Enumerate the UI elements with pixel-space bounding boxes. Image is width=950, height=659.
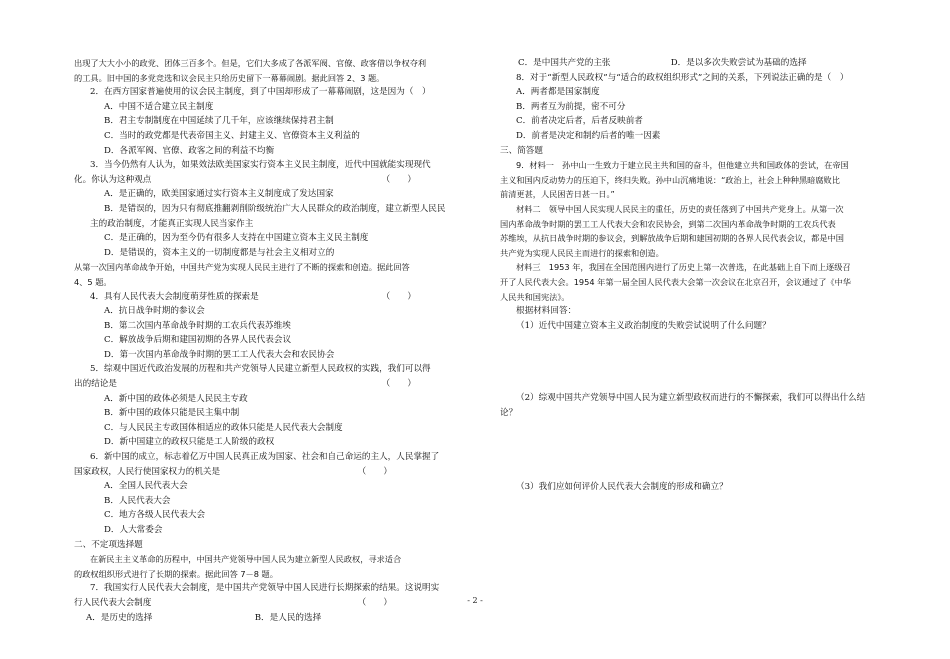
question-8-option-b: B．两者互为前提，密不可分	[516, 101, 626, 112]
question-8-stem: 8．对于“新型人民政权”与“适合的政权组织形式”之间的关系，下列说法正确的是（ ）	[516, 72, 849, 83]
sub-question-3: （3）我们应如何评价人民代表大会制度的形成和确立？	[516, 482, 728, 493]
answer-paren: （ ）	[381, 379, 416, 390]
question-5-option-a: A．新中国的政体必须是人民民主专政	[104, 393, 248, 404]
question-6-option-c: C．地方各级人民代表大会	[104, 510, 206, 521]
question-4-option-c: C．解放战争后期和建国初期的各界人民代表会议	[104, 335, 292, 346]
material-3-line: 人民共和国宪法》。	[500, 291, 570, 302]
question-7-options-ab	[74, 611, 452, 626]
answer-paren: （ ）	[381, 174, 416, 185]
question-7-option-c: C．是中国共产党的主张	[518, 58, 611, 68]
sub-question-2-cont: 论？	[500, 407, 518, 418]
left-column	[74, 56, 452, 625]
question-2-option-b: B．君主专制制度在中国延续了几千年，应该继续保持君主制	[104, 116, 334, 127]
question-7-option-a: A．是历史的选择	[86, 612, 153, 623]
reading-intro-line: 出现了大大小小的政党、团体三百多个。但是，它们大多成了各派军阀、官僚、政客借以争权夺利	[74, 58, 427, 68]
question-8-option-a: A．两者都是国家制度	[516, 87, 600, 98]
answer-paren: （ ）	[381, 291, 416, 302]
answer-prompt: 根据材料回答：	[516, 306, 577, 317]
question-3-option-a: A．是正确的，欧美国家通过实行资本主义制度成了发达国家	[104, 189, 334, 200]
reading-intro-2: 从第一次国内革命战争开始，中国共产党为实现人民民主进行了不断的探索和创造。据此回答	[74, 262, 410, 273]
question-2-stem: 2．在西方国家普遍使用的议会民主制度，到了中国却形成了一幕幕闹剧，这是因为（ ）	[90, 87, 431, 98]
material-1-line: 9．材料一 孙中山一生致力于建立民主共和国的奋斗，但他建立共和国政体的尝试，在帝国	[516, 160, 849, 171]
material-2-line: 材料二 领导中国人民实现人民民主的重任，历史的责任落到了中国共产党身上。从第一次	[516, 203, 844, 214]
question-7-options-cd	[500, 56, 882, 71]
question-4-option-b: B．第二次国内革命战争时期的工农兵代表苏维埃	[104, 320, 291, 331]
question-3-stem-cont: 化。你认为这种观点 （ ）	[74, 173, 452, 188]
question-4-stem: 4．具有人民代表大会制度萌芽性质的探索是 （ ）	[74, 290, 452, 305]
reading-intro-line: 的工具。旧中国的多党竞选和议会民主只给历史留下一幕幕闹剧。据此回答 2、3 题。	[74, 72, 385, 83]
answer-paren: （ ）	[357, 466, 392, 477]
question-2-option-a: A．中国不适合建立民主制度	[104, 101, 214, 112]
sub-question-1: （1）近代中国建立资本主义政治制度的失败尝试说明了什么问题？	[516, 320, 771, 331]
question-6-option-d: D．人大常委会	[104, 525, 163, 535]
question-4-option-d: D．第一次国内革命战争时期的罢工工人代表大会和农民协会	[104, 349, 335, 360]
question-7-option-d: D．是以多次失败尝试为基础的选择	[670, 58, 807, 68]
material-2-line: 苏维埃，从抗日战争时期的参议会，到解放战争后期和建国初期的各界人民代表会议，都是中国	[500, 233, 844, 244]
reading-intro-3-cont: 的政权组织形式进行了长期的探索。据此回答 7－8 题。	[74, 568, 278, 579]
question-5-stem: 5．综观中国近代政治发展的历程和共产党领导人民建立新型人民政权的实践，我们可以得	[90, 364, 431, 375]
answer-paren: （ ）	[357, 597, 392, 608]
section-heading-short-answer: 三、简答题	[500, 145, 543, 156]
question-3-option-b: B．是错误的，因为只有彻底推翻剥削阶级统治广大人民群众的政治制度，建立新型人民民	[104, 203, 446, 214]
question-6-stem-cont: 国家政权，人民行使国家权力的机关是 （ ）	[74, 465, 452, 480]
question-5-stem-cont: 出的结论是 （ ）	[74, 377, 452, 392]
question-6-option-a: A．全国人民代表大会	[104, 481, 188, 492]
section-heading-multi-choice: 二、不定项选择题	[74, 539, 143, 550]
question-3-stem: 3．当今仍然有人认为，如果效法欧美国家实行资本主义民主制度，近代中国就能实现现代	[90, 160, 431, 171]
question-3-option-d: D．是错误的，资本主义的一切制度都是与社会主义相对立的	[104, 247, 335, 258]
question-5-option-b: B．新中国的政体只能是民主集中制	[104, 408, 240, 419]
question-6-option-b: B．人民代表大会	[104, 495, 171, 506]
material-3-line: 材料三 1953 年，我国在全国范围内进行了历史上第一次普选，在此基础上自下而上逐级召	[516, 262, 851, 273]
question-3-option-c: C．是正确的，因为至今仍有很多人支持在中国建立资本主义民主制度	[104, 233, 369, 244]
question-4-option-a: A．抗日战争时期的参议会	[104, 306, 205, 317]
question-7-stem-cont: 行人民代表大会制度 （ ）	[74, 596, 452, 611]
answer-space	[500, 420, 882, 480]
reading-intro-3: 在新民主主义革命的历程中，中国共产党领导中国人民为建立新型人民政权，寻求适合	[90, 554, 402, 565]
material-1-line: 主义和国内反动势力的压迫下，终归失败。孙中山沉痛地说：“政治上，社会上种种黑暗腐败比	[500, 174, 840, 185]
material-2-line: 国内革命战争时期的罢工工人代表大会和农民协会，到第二次国内革命战争时期的工农兵代表	[500, 218, 836, 229]
material-1-line: 前清更甚，人民困苦日甚一日。”	[500, 189, 615, 200]
question-5-option-c: C．与人民民主专政国体相适应的政体只能是人民代表大会制度	[104, 422, 343, 433]
sub-question-2: （2）综观中国共产党领导中国人民为建立新型政权而进行的不懈探索，我们可以得出什么结	[516, 393, 866, 404]
question-2-option-d: D．各派军阀、官僚、政客之间的利益不均衡	[104, 145, 275, 156]
question-7-stem: 7．我国实行人民代表大会制度，是中国共产党领导中国人民进行长期探索的结果。这说明实	[90, 583, 440, 594]
question-6-stem: 6．新中国的成立，标志着亿万中国人民真正成为国家、社会和自己命运的主人，人民掌握了	[90, 452, 440, 463]
right-column	[500, 56, 882, 495]
question-7-option-b: B．是人民的选择	[254, 612, 322, 623]
question-8-option-c: C．前者决定后者，后者反映前者	[516, 116, 643, 127]
material-2-line: 共产党为实现人民民主而进行的探索和创造。	[500, 247, 664, 258]
page-number: - 2 -	[467, 596, 483, 605]
question-3-option-b-cont: 主的政治制度，才能真正实现人民当家作主	[90, 218, 254, 229]
answer-space	[500, 333, 882, 391]
question-5-option-d: D．新中国建立的政权只能是工人阶级的政权	[104, 437, 275, 448]
question-2-option-c: C．当时的政党都是代表帝国主义、封建主义、官僚资本主义利益的	[104, 130, 360, 141]
material-3-line: 开了人民代表大会。1954 年第一届全国人民代表大会第一次会议在北京召开，会议通过了《中华	[500, 276, 851, 287]
question-8-option-d: D．前者是决定和制约后者的唯一因素	[516, 130, 661, 141]
reading-intro-2-cont: 4、5 题。	[74, 276, 112, 287]
